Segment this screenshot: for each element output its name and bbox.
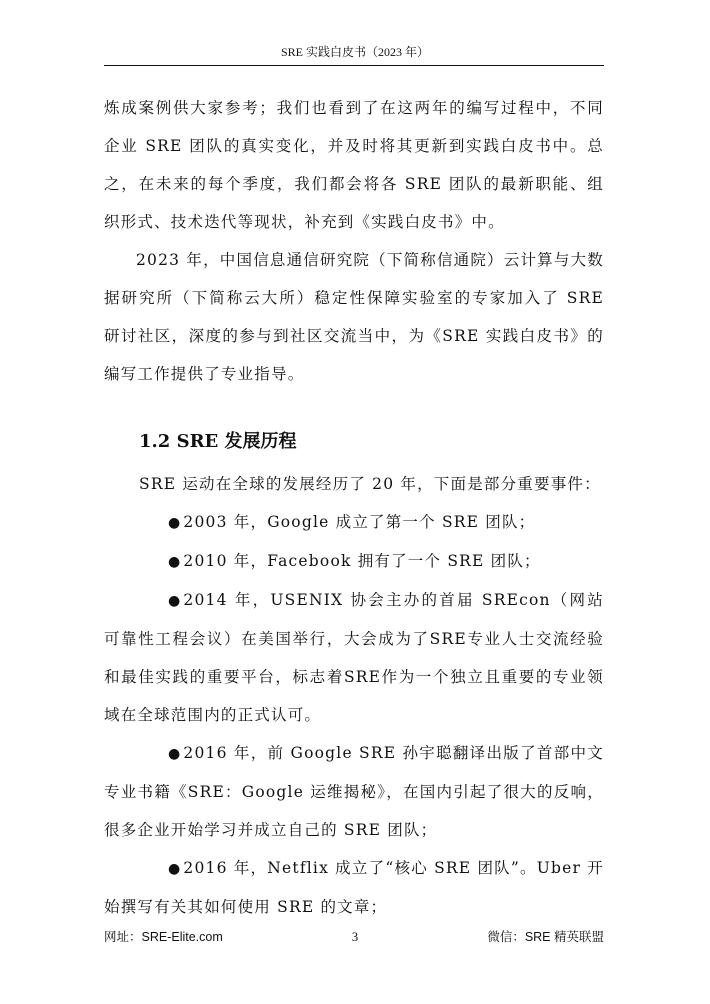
event-text: 2003 年，Google 成立了第一个 SRE 团队； <box>183 513 536 531</box>
bullet-icon: ● <box>168 861 182 877</box>
list-item <box>104 503 604 542</box>
section-intro: SRE 运动在全球的发展经历了 20 年，下面是部分重要事件： <box>139 475 601 493</box>
footer-website: 网址：SRE-Elite.com <box>104 930 223 944</box>
list-item <box>104 734 604 849</box>
bullet-icon: ● <box>168 746 182 762</box>
footer-wechat: 微信：SRE 精英联盟 <box>487 930 604 944</box>
paragraph-intro-continued: 炼成案例供大家参考；我们也看到了在这两年的编写过程中，不同企业 SRE 团队的真实变化，并及时将其更新到实践白皮书中。总之，在未来的每个季度，我们都会将各 SRE 团队的最新职能、组织形式、技术迭代等现状，补充到《实践白皮书》中。 <box>104 99 604 231</box>
event-text: 2016 年，Netflix 成立了“核心 SRE 团队”。Uber 开始撰写有关其如何使用 SRE 的文章； <box>104 859 604 916</box>
header-divider <box>104 65 604 66</box>
list-item <box>104 581 604 734</box>
list-item <box>104 849 604 926</box>
event-text: 2014 年，USENIX 协会主办的首届 SREcon（网站可靠性工程会议）在美国举行，大会成为了SRE专业人士交流经验和最佳实践的重要平台，标志着SRE作为一个独立且重要的专业领域在全球范围内的正式认可。 <box>104 591 604 724</box>
event-text: 2010 年，Facebook 拥有了一个 SRE 团队； <box>183 552 541 570</box>
event-text: 2016 年，前 Google SRE 孙宇聪翻译出版了首部中文专业书籍《SRE：Google 运维揭秘》，在国内引起了很大的反响，很多企业开始学习并成立自己的 SRE 团队； <box>104 744 604 839</box>
bullet-icon: ● <box>168 515 182 531</box>
page-header: SRE 实践白皮书（2023 年） <box>280 45 429 59</box>
page-number: 3 <box>351 930 359 944</box>
section-heading: 1.2 SRE 发展历程 <box>139 431 297 452</box>
event-list <box>104 503 604 926</box>
paragraph-caict: 2023 年，中国信息通信研究院（下简称信通院）云计算与大数据研究所（下简称云大所）稳定性保障实验室的专家加入了 SRE 研讨社区，深度的参与到社区交流当中，为《SRE 实践白皮书》的编写工作提供了专业指导。 <box>104 251 604 383</box>
list-item <box>104 542 604 581</box>
bullet-icon: ● <box>168 554 182 570</box>
bullet-icon: ● <box>168 593 182 609</box>
